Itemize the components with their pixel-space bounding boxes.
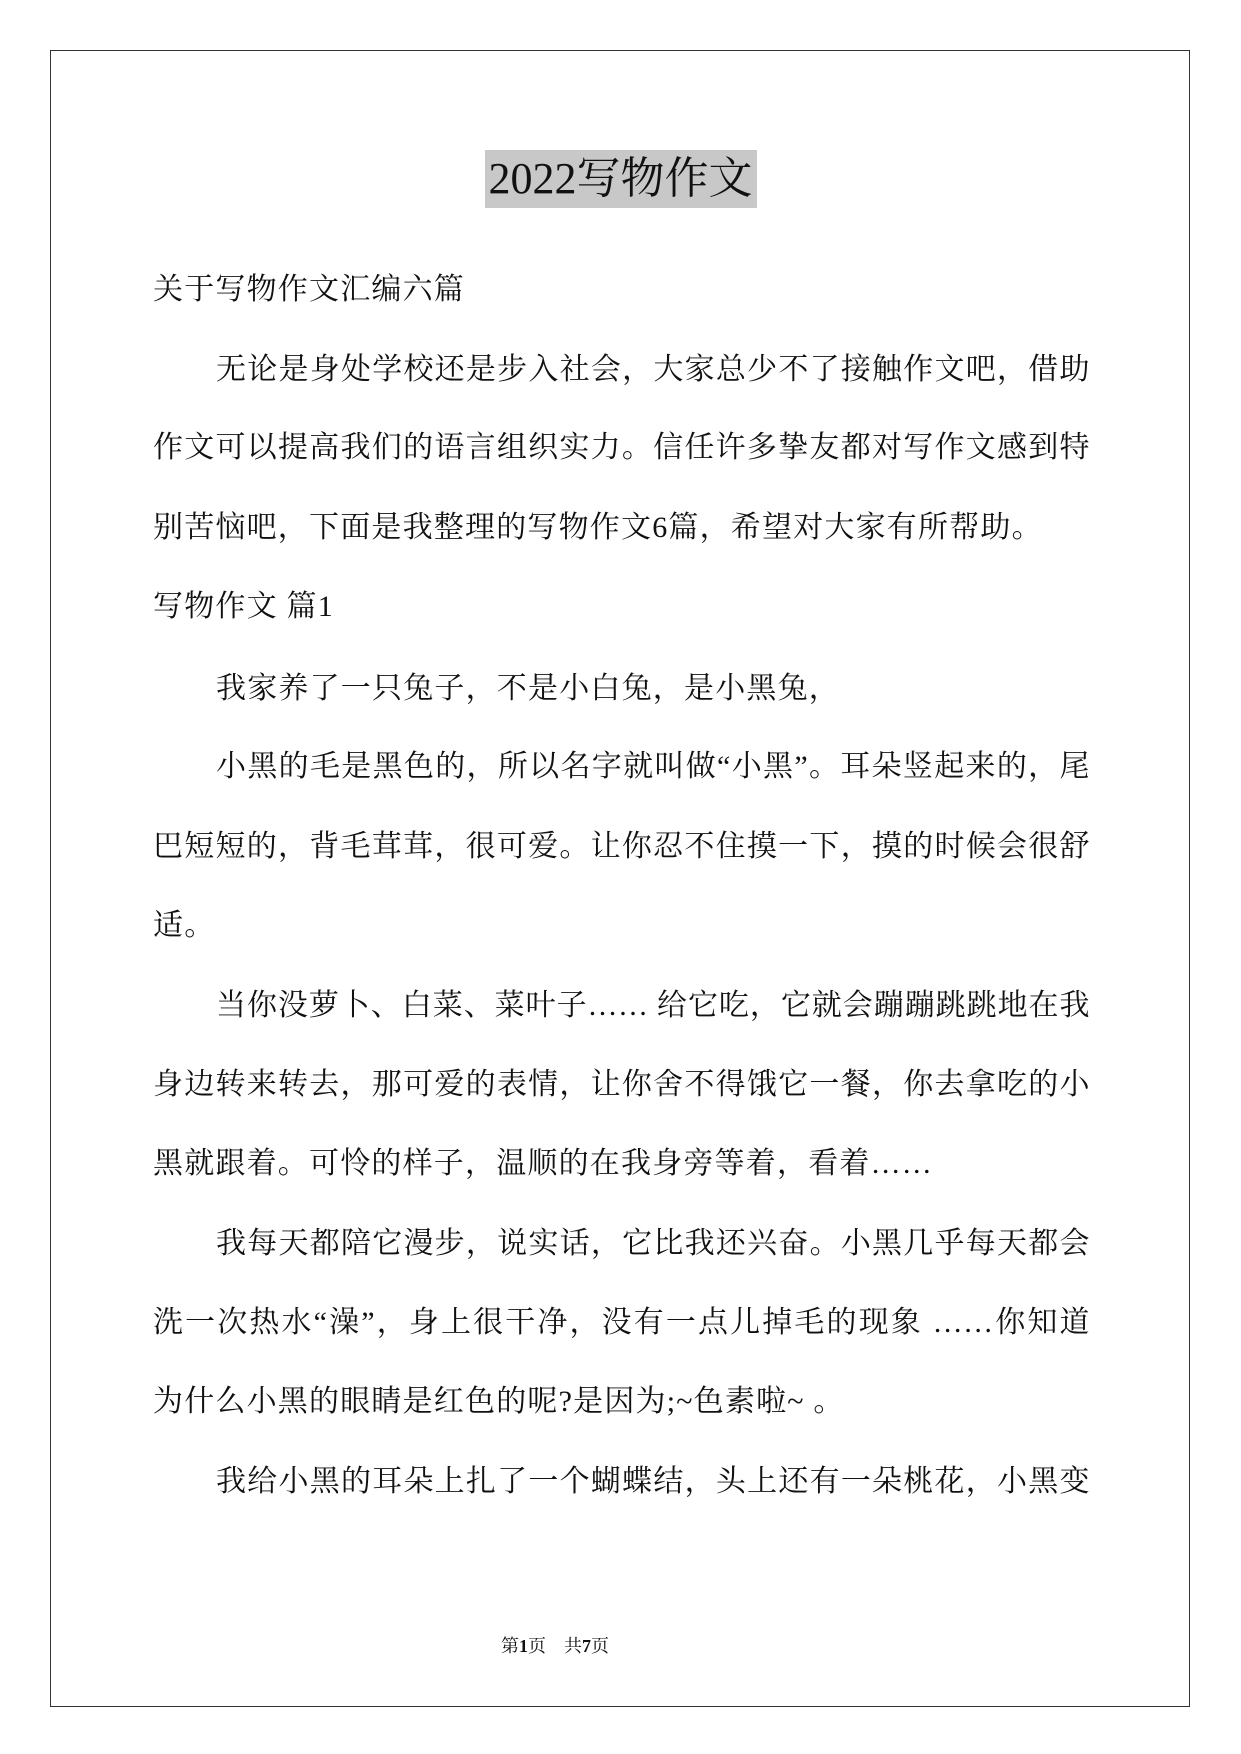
total-suffix: 页 — [591, 1636, 609, 1656]
body-line: 洗一次热水“澡”，身上很干净，没有一点儿掉毛的现象 ……你知道 — [153, 1306, 1090, 1339]
total-prefix: 共 — [564, 1636, 582, 1656]
page-number: 1 — [519, 1636, 528, 1656]
body-line: 小黑的毛是黑色的，所以名字就叫做“小黑”。耳朵竖起来的，尾 — [216, 750, 1090, 783]
body-line: 我给小黑的耳朵上扎了一个蝴蝶结，头上还有一朵桃花，小黑变 — [216, 1465, 1090, 1498]
document-title: 2022写物作文 — [485, 150, 757, 208]
page-suffix: 页 — [528, 1636, 546, 1656]
body-line: 适。 — [153, 909, 216, 942]
intro-heading: 关于写物作文汇编六篇 — [153, 273, 465, 306]
body-line: 为什么小黑的眼睛是红色的呢?是因为;~色素啦~ 。 — [153, 1385, 845, 1418]
body-line: 巴短短的，背毛茸茸，很可爱。让你忍不住摸一下，摸的时候会很舒 — [153, 830, 1090, 863]
section-heading: 写物作文 篇1 — [153, 590, 334, 623]
body-line: 当你没萝卜、白菜、菜叶子…… 给它吃，它就会蹦蹦跳跳地在我 — [216, 989, 1090, 1022]
body-line: 我每天都陪它漫步，说实话，它比我还兴奋。小黑几乎每天都会 — [216, 1227, 1090, 1260]
title-container — [0, 150, 1241, 212]
page-footer — [455, 1634, 655, 1658]
page-prefix: 第 — [501, 1636, 519, 1656]
body-line: 我家养了一只兔子，不是小白兔，是小黑兔， — [216, 672, 840, 705]
intro-line: 别苦恼吧，下面是我整理的写物作文6篇，希望对大家有所帮助。 — [153, 511, 1043, 544]
intro-line: 无论是身处学校还是步入社会，大家总少不了接触作文吧，借助 — [216, 353, 1090, 386]
body-line: 黑就跟着。可怜的样子，温顺的在我身旁等着，看着…… — [153, 1147, 933, 1180]
total-pages: 7 — [582, 1636, 591, 1656]
intro-line: 作文可以提高我们的语言组织实力。信任许多挚友都对写作文感到特 — [153, 431, 1090, 464]
body-line: 身边转来转去，那可爱的表情，让你舍不得饿它一餐，你去拿吃的小 — [153, 1068, 1090, 1101]
